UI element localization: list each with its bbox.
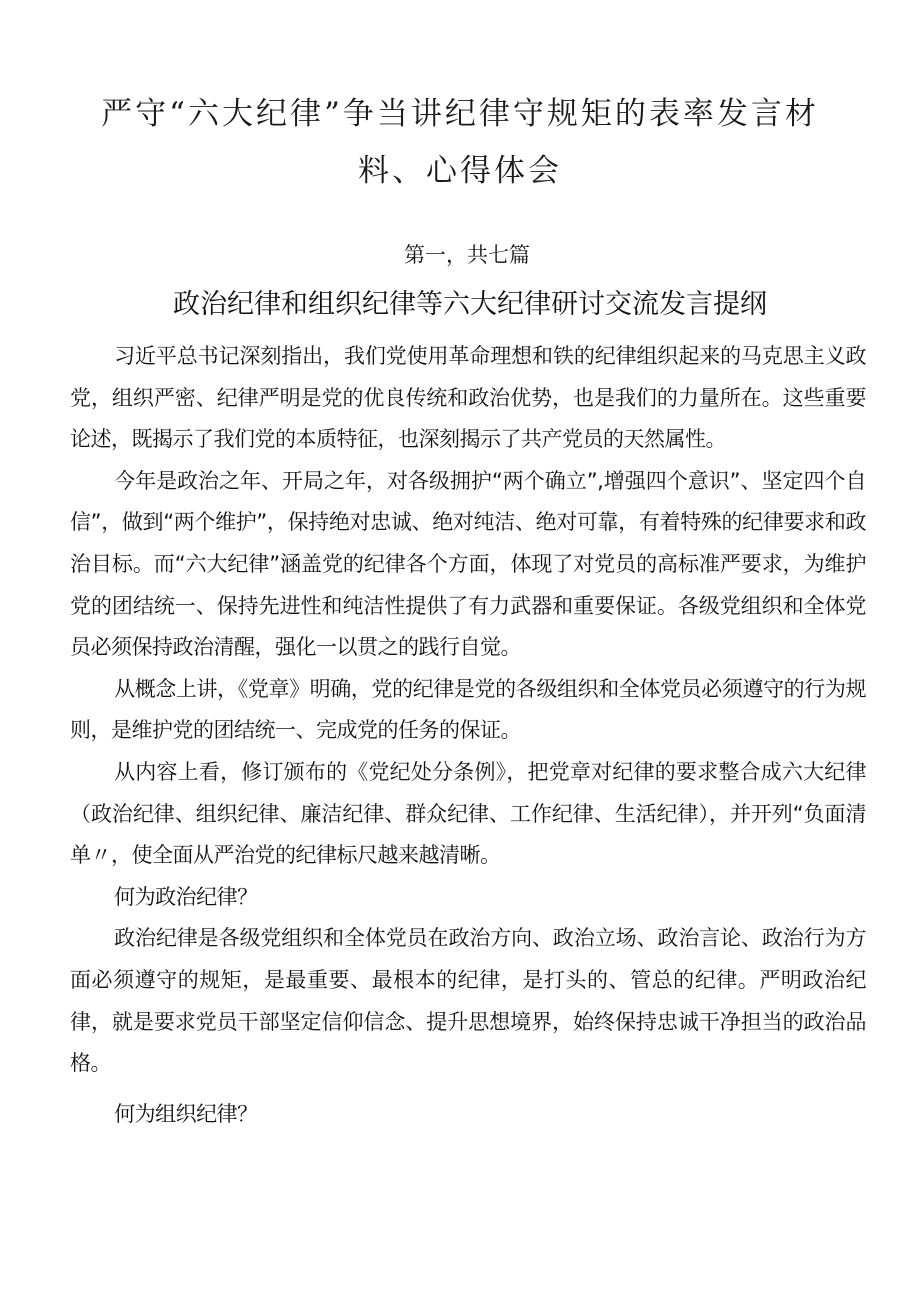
paragraph-content: 从内容上看，修订颁布的《党纪处分条例》，把党章对纪律的要求整合成六大纪律（政治纪律、组织纪律、廉洁纪律、群众纪律、工作纪律、生活纪律），并开列“负面清单〃，使全面从严治党的纪律标尺越来越清晰。 [70, 759, 866, 868]
section-title: 政治纪律和组织纪律等六大纪律研讨交流发言提纲 [173, 289, 767, 320]
heading-political-discipline: 何为政治纪律？ [114, 884, 258, 909]
document-body [70, 336, 866, 1135]
paragraph-context: 今年是政治之年、开局之年，对各级拥护“两个确立”,增强四个意识”、坚定四个自信”，做到“两个维护”，保持绝对忠诚、绝对纯洁、绝对可靠，有着特殊的纪律要求和政治目标。而“六大纪律”涵盖党的纪律各个方面，体现了对党员的高标准严要求，为维护党的团结统一、保持先进性和纯洁性提供了有力武器和重要保证。各级党组织和全体党员必须保持政治清醒，强化一以贯之的践行自觉。 [70, 468, 866, 660]
section-label: 第一，共七篇 [404, 243, 530, 267]
heading-organizational-discipline: 何为组织纪律？ [114, 1101, 258, 1126]
paragraph-concept: 从概念上讲，《党章》明确，党的纪律是党的各级组织和全体党员必须遵守的行为规则，是维护党的团结统一、完成党的任务的保证。 [70, 676, 866, 743]
paragraph-intro: 习近平总书记深刻指出，我们党使用革命理想和铁的纪律组织起来的马克思主义政党，组织严密、纪律严明是党的优良传统和政治优势，也是我们的力量所在。这些重要论述，既揭示了我们党的本质特征，也深刻揭示了共产党员的天然属性。 [70, 344, 866, 452]
paragraph-political-discipline: 政治纪律是各级党组织和全体党员在政治方向、政治立场、政治言论、政治行为方面必须遵守的规矩，是最重要、最根本的纪律，是打头的、管总的纪律。严明政治纪律，就是要求党员干部坚定信仰信念、提升思想境界，始终保持忠诚干净担当的政治品格。 [70, 926, 866, 1076]
document-title: 严守“六大纪律”争当讲纪律守规矩的表率发言材料、心得体会 [101, 96, 819, 189]
